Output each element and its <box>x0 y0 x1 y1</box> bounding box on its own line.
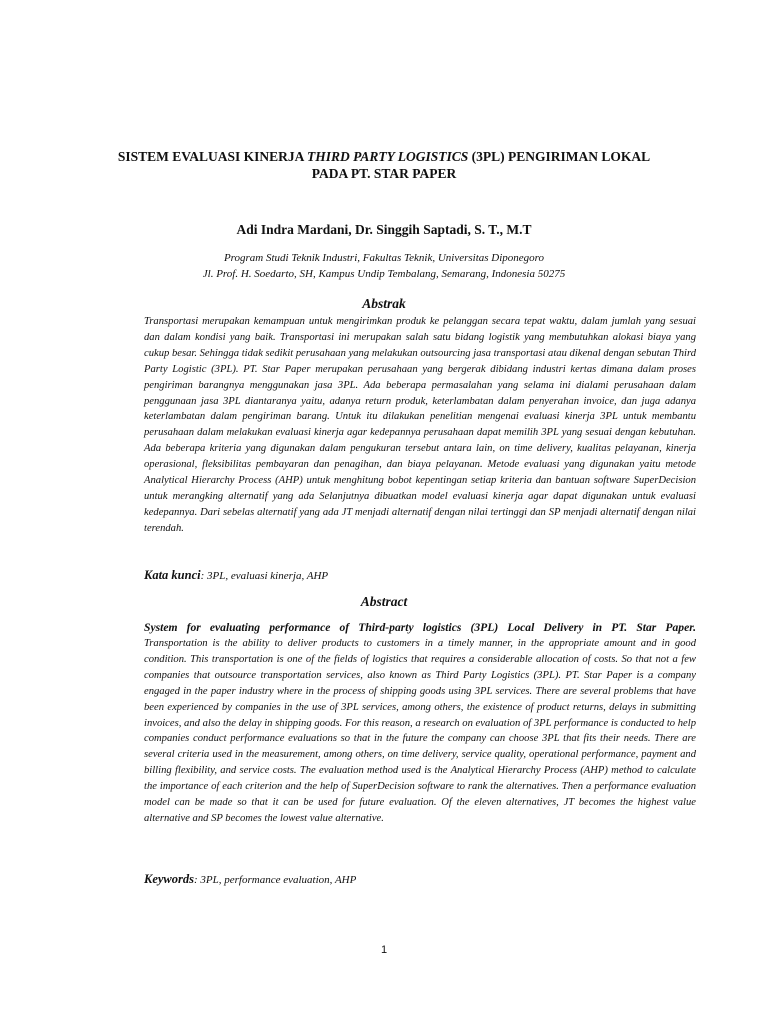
abstrak-heading: Abstrak <box>362 296 406 311</box>
kata-kunci <box>144 568 696 583</box>
abstrak-text: Transportasi merupakan kemampuan untuk mengirimkan produk ke pelanggan secara tepat waktu, dalam jumlah yang sesuai dan dalam kondisi yang baik. Transportasi ini merupakan salah satu bidang logistik yang membutuhkan alokasi biaya yang cukup besar. Sehingga tidak sedikit perusahaan yang melakukan outsourcing jasa transportasi atau dikenal dengan sebutan Third Party Logistic (3PL). PT. Star Paper merupakan perusahaan yang bergerak dibidang industri kertas dimana dalam proses pengiriman barangnya menggunakan jasa 3PL. Ada beberapa permasalahan yang selama ini dialami perusahaan dalam penggunaan jasa 3PL diantaranya yaitu, adanya return produk, keterlambatan dalam penyerahan invoice, dan juga adanya keterlambatan dalam pengiriman barang. Untuk itu dilakukan penelitian mengenai evaluasi kinerja 3PL untuk membantu perusahaan dalam melakukan evaluasi kinerja agar kedepannya perusahaan dapat memilih 3PL yang sesuai dengan kebutuhan. Ada beberapa kriteria yang digunakan dalam pengukuran tersebut antara lain, on time delivery, kualitas pelayanan, kinerja operasional, fleksibilitas pembayaran dan penagihan, dan biaya pelayanan. Metode evaluasi yang digunakan yaitu metode Analytical Hierarchy Process (AHP) untuk menghitung bobot kepentingan setiap kriteria dan bantuan software SuperDecision untuk merangking alternatif yang ada Selanjutnya dibuatkan model evaluasi kinerja agar dapat digunakan untuk evaluasi kedepannya. Dari sebelas alternatif yang ada JT menjadi alternatif dengan nilai tertinggi dan SP menjadi alternatif dengan nilai terendah. <box>144 316 696 534</box>
author-list: Adi Indra Mardani, Dr. Singgih Saptadi, S. T., M.T <box>236 222 532 237</box>
affiliation <box>100 250 668 282</box>
affiliation-line-1: Program Studi Teknik Industri, Fakultas Teknik, Universitas Diponegoro <box>223 252 545 264</box>
title-part-3: (3PL) PENGIRIMAN LOKAL <box>468 149 651 164</box>
abstract-body <box>144 619 696 827</box>
affiliation-line-2: Jl. Prof. H. Soedarto, SH, Kampus Undip Tembalang, Semarang, Indonesia 50275 <box>202 268 566 280</box>
abstract-subtitle: System for evaluating performance of Third-party logistics (3PL) Local Delivery in PT. Star Paper. <box>144 621 696 634</box>
title-part-1: SISTEM EVALUASI KINERJA <box>117 149 308 164</box>
abstract-text: Transportation is the ability to deliver products to customers in a timely manner, in the appropriate amount and in good condition. This transportation is one of the fields of logistics that requires a considerable allocation of costs. So that not a few companies that outsource transportation services, also known as Third Party Logistics (3PL). PT. Star Paper is a company engaged in the paper industry where in the process of shipping goods using 3PL services. There are several problems that have been experienced by companies in the use of 3PL services, among others, the existence of product returns, delays in submitting invoices, and also the delay in shipping goods. For this reason, a research on evaluation of 3PL performance is conducted to help companies conduct performance evaluations so that in the future the company can choose 3PL that fits their needs. There are several criteria used in the measurement, among others, on time delivery, service quality, operational performance, payment and billing flexibility, and service costs. The evaluation method used is the Analytical Hierarchy Process (AHP) method to calculate the importance of each criterion and the help of SuperDecision software to rank the alternatives. Then a performance evaluation model can be made so that it can be used for future evaluation. Of the eleven alternatives, JT becomes the highest value alternative and SP becomes the lowest value alternative. <box>144 638 696 824</box>
keywords-label: Keywords <box>144 872 194 886</box>
keywords <box>144 872 696 887</box>
title-line-2: PADA PT. STAR PAPER <box>311 166 457 181</box>
paper-title <box>100 148 668 182</box>
abstract-heading: Abstract <box>360 594 408 609</box>
title-part-2-italic: THIRD PARTY LOGISTICS <box>307 149 469 164</box>
kata-kunci-value: : 3PL, evaluasi kinerja, AHP <box>200 570 329 582</box>
keywords-value: : 3PL, performance evaluation, AHP <box>194 874 357 886</box>
kata-kunci-label: Kata kunci <box>144 568 201 582</box>
page-number: 1 <box>380 944 388 956</box>
